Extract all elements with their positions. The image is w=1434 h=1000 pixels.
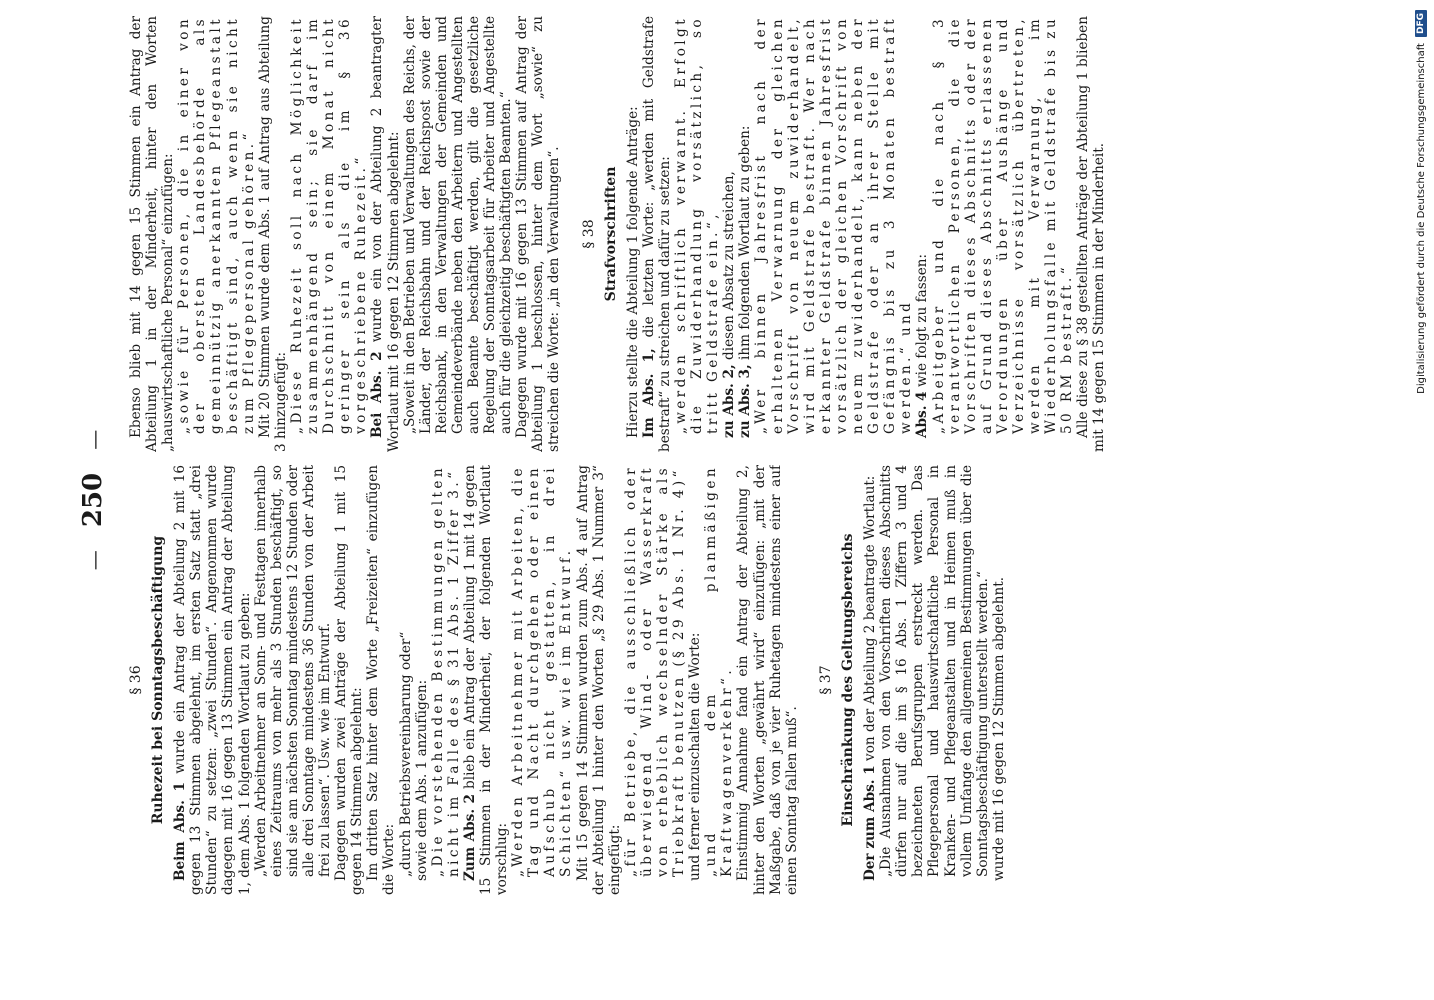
- paragraph: Zum Abs. 2 blieb ein Antrag der Abteilung 1 mit 14 gegen 15 Stimmen in der Minderheit, der folgenden Wortlaut vorschlug:: [461, 465, 511, 895]
- section-title-37: Einschränkung des Geltungsbereichs: [839, 533, 856, 827]
- dfg-logo: DFG: [1415, 10, 1427, 37]
- section-title-36: Ruhezeit bei Sonntagsbeschäftigung: [150, 535, 167, 825]
- section-heading-37: § 37: [817, 665, 834, 695]
- paragraph: Ebenso blieb mit 14 gegen 15 Stimmen ein Antrag der Abteilung 1 in der Minderheit, hinter den Worten „hauswirtschaftliche Personal“ einzufügen:: [128, 16, 177, 452]
- quotation: „Werden Arbeitnehmer mit Arbeiten, die Tag und Nacht durchgehen oder einen Aufschub nicht gestatten, in drei Schichten“ usw. wie im Entwurf.: [510, 465, 575, 877]
- paragraph: Mit 15 gegen 14 Stimmen wurden zum Abs. 4 auf Antrag der Abteilung 1 hinter den Worten „§ 29 Abs. 1 Nummer 3“ eingefügt:: [574, 465, 623, 895]
- quotation: „Wer binnen Jahresfrist nach der erhaltenen Verwarnung der gleichen Vorschrift von neuem zuwiderhandelt, wird mit Geldstrafe bestraft. Wer nach erkannter Geldstrafe binnen Jahresfrist vorsätzlich der gleichen Vorschrift von neuem zuwiderhandelt, kann neben der Geldstrafe oder an ihrer Stelle mit Gefängnis bis zu 3 Monaten bestraft werden.“ und: [753, 16, 915, 434]
- quotation: „Soweit in den Betrieben und Verwaltungen des Reichs, der Länder, der Reichsbahn und der Reichspost sowie der Reichsbank, in den Verwaltungen der Gemeinden und Gemeindeverbände neben den Arbeitern und Angestellten auch Beamte beschäftigt werden, gilt die gesetzliche Regelung der Sonntagsarbeit für Arbeiter und Angestellte auch für die gleichzeitig beschäftigten Beamten.“: [401, 16, 515, 434]
- section-heading-38: § 38: [580, 219, 597, 249]
- section-title-38: Strafvorschriften: [602, 166, 619, 302]
- quotation: „werden schriftlich verwarnt. Erfolgt die Zuwiderhandlung vorsätzlich, so tritt Geldstrafe ein.“,: [673, 16, 722, 434]
- paragraph: Bei Abs. 2 wurde ein von der Abteilung 2 beantragter Wortlaut mit 16 gegen 12 Stimmen abgelehnt:: [369, 16, 402, 452]
- paragraph: Hierzu stellte die Abteilung 1 folgende Anträge:: [624, 106, 641, 438]
- digitization-credit: [1410, 10, 1432, 400]
- paragraph: Im Abs. 1, die letzten Worte: „werden mit Geldstrafe bestraft“ zu streichen und dafür zu setzen:: [640, 16, 673, 452]
- paragraph: Alle diese zu § 38 gestellten Anträge der Abteilung 1 blieben mit 14 gegen 15 Stimmen in der Minderheit.: [1075, 16, 1108, 452]
- page-number-value: 250: [78, 472, 108, 528]
- paragraph: sowie dem Abs. 1 anzufügen:: [413, 679, 430, 881]
- paragraph: zu Abs. 2, diesen Absatz zu streichen,: [721, 171, 738, 438]
- quotation: „Werden Arbeitnehmer an Sonn- und Festtagen innerhalb eines Zeitraums von mehr als 3 Stunden beschäftigt, so sind sie am nächsten Sonntag mindestens 12 Stunden oder alle drei Sonntage mindestens 36 Stunden von der Arbeit frei zu lassen“. Usw. wie im Entwurf.: [252, 465, 334, 877]
- quotation: „Die Ausnahmen von den Vorschriften dieses Abschnitts dürfen nur auf die im § 16 Abs. 1 Ziffern 3 und 4 bezeichneten Berufsgruppen erstreckt werden. Das Pflegepersonal und hauswirtschaftliche Personal in Kranken- und Pflegeanstalten und in Heimen muß in vollem Umfange den allgemeinen Bestimmungen über die Sonntagsbeschäftigung unterstellt werden.“: [878, 465, 991, 877]
- right-column: [128, 16, 1308, 452]
- quotation: „für Betriebe, die ausschließlich oder überwiegend Wind- oder Wasserkraft von erheblich wechselnder Stärke als Triebkraft benutzen (§ 29 Abs. 1 Nr. 4)“: [622, 465, 688, 877]
- credit-text: Digitalisierung gefördert durch die Deutsche Forschungsgemeinschaft: [1415, 43, 1427, 394]
- quotation: „durch Betriebsvereinbarung oder“: [397, 631, 414, 877]
- paragraph: Dagegen wurden zwei Anträge der Abteilung 1 mit 15 gegen 14 Stimmen abgelehnt:: [333, 465, 366, 895]
- left-column: [128, 465, 1308, 895]
- quotation: „und dem planmäßigen Kraftwagenverkehr“.: [703, 465, 736, 877]
- paragraph: wurde mit 16 gegen 12 Stimmen abgelehnt.: [990, 576, 1007, 881]
- paragraph: Im dritten Satz hinter dem Worte „Freizeiten“ einzufügen die Worte:: [365, 465, 398, 895]
- paragraph: zu Abs. 3, ihm folgenden Wortlaut zu geben:: [737, 125, 754, 438]
- paragraph: Abs. 4 wie folgt zu fassen:: [914, 253, 931, 438]
- paragraph: Beim Abs. 1 wurde ein Antrag der Abteilung 2 mit 16 gegen 13 Stimmen abgelehnt, im ersten Satz statt „drei Stunden“ zu setzen: „zwei Stunden“. Angenommen wurde dagegen mit 16 gegen 13 Stimmen ein Antrag der Abteilung 1, dem Abs. 1 folgenden Wortlaut zu geben:: [172, 465, 253, 895]
- paragraph: Der zum Abs. 1 von der Abteilung 2 beantragte Wortlaut:: [862, 475, 879, 881]
- quotation: „sowie für Personen, die in einer von der obersten Landesbehörde als gemeinnützig anerkannten Pflegeanstalt beschäftigt sind, auch wenn sie nicht zum Pflegepersonal gehören.“: [176, 16, 257, 434]
- quotation: „Arbeitgeber und die nach § 3 verantwortlichen Personen, die die Vorschriften dieses Abschnitts oder der auf Grund dieses Abschnitts erlassenen Verordnungen über Aushänge und Verzeichnisse vorsätzlich übertreten, werden mit Verwarnung, im Wiederholungsfalle mit Geldstrafe bis zu 50 RM bestraft.“: [930, 16, 1076, 434]
- paragraph: Dagegen wurde mit 16 gegen 13 Stimmen auf Antrag der Abteilung 1 beschlossen, hinter dem Wort „sowie“ zu streichen die Worte: „in den Verwaltungen“.: [514, 16, 563, 452]
- quotation: „Die vorstehenden Bestimmungen gelten nicht im Falle des § 31 Abs. 1 Ziffer 3.“: [429, 465, 462, 877]
- section-heading-36: § 36: [128, 665, 144, 695]
- quotation: „Diese Ruhezeit soll nach Möglichkeit zusammenhängend sein; sie darf im Durchschnitt von einem Monat nicht geringer sein als die im § 36 vorgeschriebene Ruhezeit.“: [288, 16, 370, 434]
- paragraph: Mit 20 Stimmen wurde dem Abs. 1 auf Antrag aus Abteilung 3 hinzugefügt:: [256, 16, 289, 452]
- paragraph: Einstimmig Annahme fand ein Antrag der Abteilung 2, hinter den Worten „gewährt wird“ einzufügen: „mit der Maßgabe, daß von je vier Ruhetagen mindestens einer auf einen Sonntag fallen muß“.: [735, 465, 800, 895]
- paragraph: und ferner einzuschalten die Worte:: [687, 632, 704, 881]
- page-number: — 250 —: [78, 429, 108, 571]
